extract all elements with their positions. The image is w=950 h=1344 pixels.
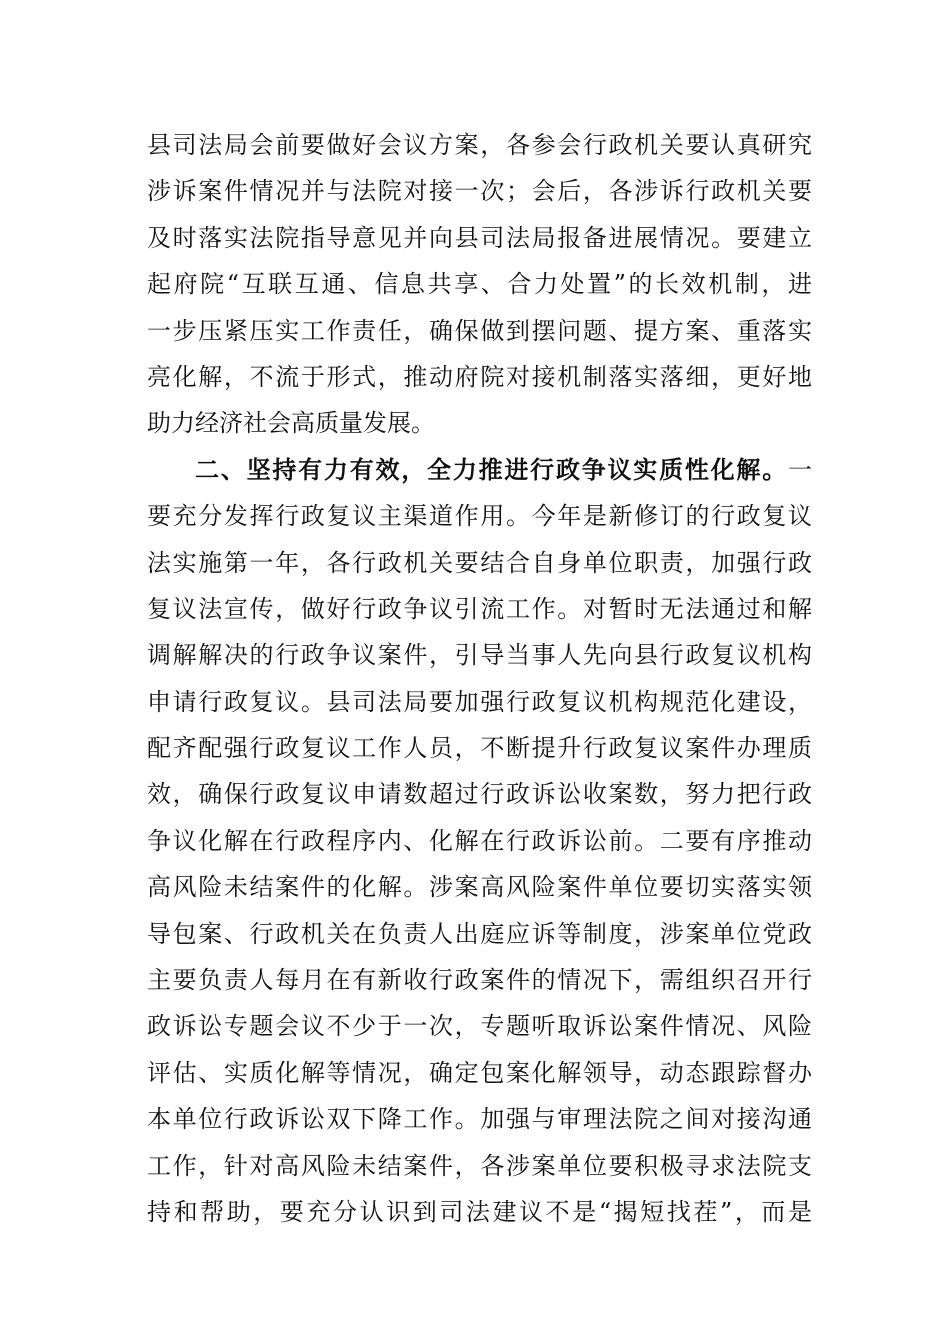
text-line: 申请行政复议。县司法局要加强行政复议机构规范化建设，	[147, 687, 812, 716]
text-line: 政诉讼专题会议不少于一次，专题听取诉讼案件情况、风险	[147, 1012, 812, 1041]
text-line: 县司法局会前要做好会议方案，各参会行政机关要认真研究	[147, 131, 812, 159]
text-line: 及时落实法院指导意见并向县司法局报备进展情况。要建立	[147, 223, 812, 252]
text-line: 助力经济社会高质量发展。	[147, 409, 435, 438]
text-line: 导包案、行政机关在负责人出庭应诉等制度，涉案单位党政	[147, 919, 812, 948]
text-line: 复议法宣传，做好行政争议引流工作。对暂时无法通过和解	[147, 594, 812, 623]
text-line: 涉诉案件情况并与法院对接一次；会后，各涉诉行政机关要	[147, 177, 812, 206]
text-line: 争议化解在行政程序内、化解在行政诉讼前。二要有序推动	[147, 826, 812, 855]
section-heading: 二、坚持有力有效，全力推进行政争议实质性化解。	[195, 455, 788, 484]
text-line: 法实施第一年，各行政机关要结合自身单位职责，加强行政	[147, 548, 812, 577]
document-body	[147, 122, 812, 1235]
text-line: 亮化解，不流于形式，推动府院对接机制落实落细，更好地	[147, 362, 812, 391]
text-line: 效，确保行政复议申请数超过行政诉讼收案数，努力把行政	[147, 780, 812, 809]
text-line: 一步压紧压实工作责任，确保做到摆问题、提方案、重落实	[147, 316, 812, 345]
paragraph-1	[147, 122, 812, 447]
text-line: 高风险未结案件的化解。涉案高风险案件单位要切实落实领	[147, 873, 812, 902]
text-line: 主要负责人每月在有新收行政案件的情况下，需组织召开行	[147, 966, 812, 995]
heading-line-continuation: 一	[788, 455, 812, 484]
section-heading-line	[147, 447, 812, 493]
text-line: 持和帮助，要充分认识到司法建议不是“揭短找茬”，而是	[147, 1197, 812, 1226]
text-line: 调解解决的行政争议案件，引导当事人先向县行政复议机构	[147, 641, 812, 670]
paragraph-2	[147, 447, 812, 1236]
text-line: 起府院“互联互通、信息共享、合力处置”的长效机制，进	[147, 270, 812, 299]
text-line: 评估、实质化解等情况，确定包案化解领导，动态跟踪督办	[147, 1058, 812, 1087]
text-line: 本单位行政诉讼双下降工作。加强与审理法院之间对接沟通	[147, 1105, 812, 1134]
text-line: 要充分发挥行政复议主渠道作用。今年是新修订的行政复议	[147, 502, 812, 531]
text-line: 配齐配强行政复议工作人员，不断提升行政复议案件办理质	[147, 734, 812, 763]
text-line: 工作，针对高风险未结案件，各涉案单位要积极寻求法院支	[147, 1151, 812, 1180]
